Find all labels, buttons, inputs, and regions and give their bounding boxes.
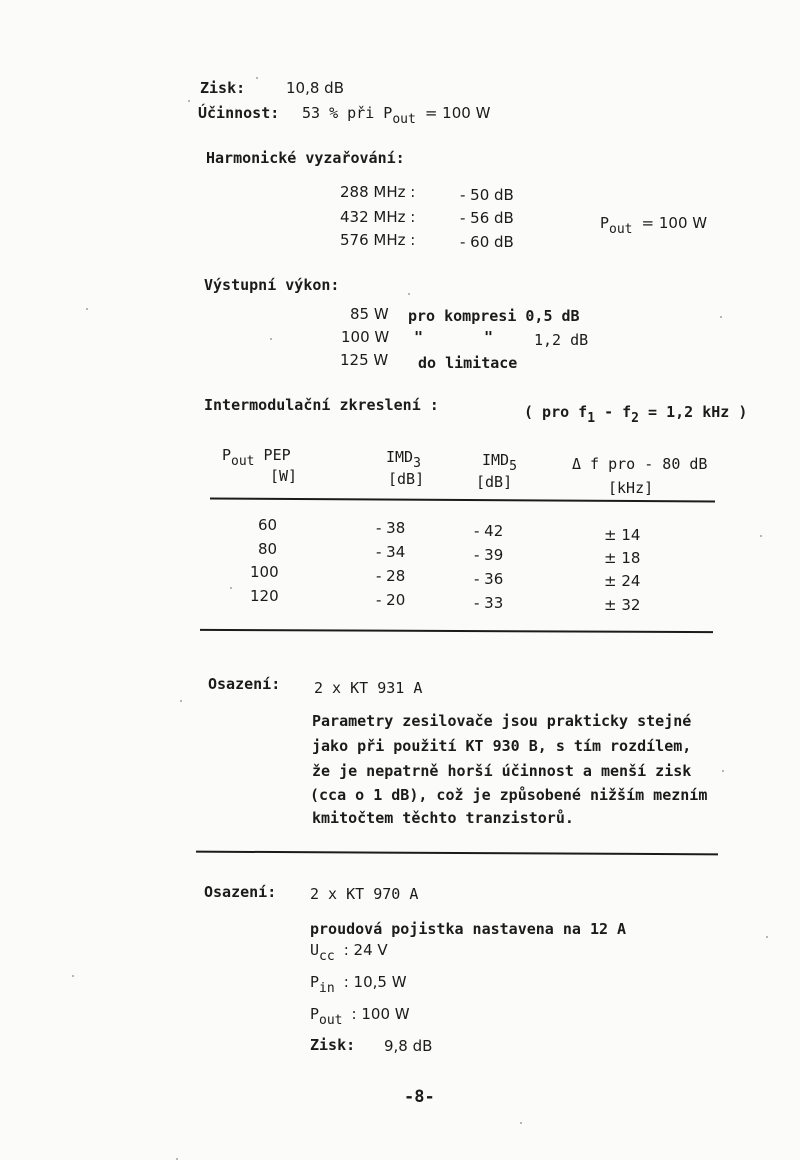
table-cell-df: ± 14 <box>604 526 641 544</box>
col-header-pout-unit: [W] <box>270 467 298 485</box>
table-cell-p: 120 <box>250 587 279 605</box>
table-cell-df: ± 32 <box>604 596 641 614</box>
variant1-paragraph-line: (cca o 1 dB), což je způsobené nižším mezním <box>310 786 708 804</box>
page-number: -8- <box>404 1087 435 1107</box>
output-power-note-3: do limitace <box>418 354 518 372</box>
harmonic-level-2: - 56 dB <box>460 209 514 227</box>
table-cell-df: ± 24 <box>604 572 641 590</box>
gain2-value: 9,8 dB <box>384 1037 433 1055</box>
scan-speck <box>720 316 722 318</box>
harmonic-level-3: - 60 dB <box>460 233 514 251</box>
table-cell-imd5: - 42 <box>474 522 504 540</box>
efficiency-value: 53 % při $P_{out} = 100$ W <box>302 104 491 127</box>
scan-speck <box>180 700 182 702</box>
col-header-delta-f: Δ f pro - 80 dB <box>572 455 708 473</box>
variant2-value: 2 x KT 970 A <box>310 885 419 903</box>
output-power-value-1: 85 W <box>350 305 389 323</box>
variant1-label: Osazení: <box>208 675 281 693</box>
scan-speck <box>722 770 724 772</box>
harmonic-freq-1: 288 MHz : <box>340 183 416 201</box>
scan-speck <box>520 1122 522 1124</box>
harmonics-condition: $P_{out} = 100$ W <box>600 214 708 237</box>
imd-condition: ( pro $f_1 - f_2 = 1,2$ kHz ) <box>524 403 748 426</box>
variant1-paragraph-line: kmitočtem těchto tranzistorů. <box>312 809 574 827</box>
variant1-paragraph-line: jako při použití KT 930 B, s tím rozdílem, <box>312 737 692 755</box>
pin-line: $P_{in}$ : 10,5 W <box>310 973 407 996</box>
table-cell-imd3: - 28 <box>376 567 406 585</box>
table-cell-imd5: - 33 <box>474 594 504 612</box>
output-power-note-1: pro kompresi 0,5 dB <box>408 307 580 325</box>
scan-speck <box>86 308 88 310</box>
variant1-paragraph-line: Parametry zesilovače jsou prakticky stejné <box>312 712 692 730</box>
table-bottom-rule <box>200 629 713 633</box>
imd-heading: Intermodulační zkreslení : <box>204 396 439 414</box>
harmonic-freq-3: 576 MHz : <box>340 231 416 249</box>
scan-speck <box>188 100 190 102</box>
table-cell-imd3: - 38 <box>376 519 406 537</box>
scan-speck <box>408 293 410 295</box>
gain-value: 10,8 dB <box>286 79 344 97</box>
col-header-imd3: $IMD_3$ <box>386 448 421 471</box>
output-power-ditto-2: " <box>484 328 494 346</box>
table-cell-imd3: - 20 <box>376 591 406 609</box>
col-header-delta-f-unit: [kHz] <box>608 479 654 497</box>
table-cell-p: 80 <box>258 540 278 558</box>
col-header-imd5-unit: [dB] <box>476 473 513 491</box>
scan-speck <box>760 535 762 537</box>
harmonic-level-1: - 50 dB <box>460 186 514 204</box>
output-power-value-3: 125 W <box>340 351 389 369</box>
table-cell-p: 60 <box>258 516 278 534</box>
scan-speck <box>766 936 768 938</box>
pout-line: $P_{out}$ : 100 W <box>310 1005 410 1028</box>
ucc-line: $U_{cc}$ : 24 V <box>310 941 388 964</box>
scan-speck <box>270 338 272 340</box>
output-power-value-2: 100 W <box>341 328 390 346</box>
output-power-note-2: 1,2 dB <box>534 331 589 349</box>
variant1-value: 2 x KT 931 A <box>314 679 423 697</box>
col-header-imd5: $IMD_5$ <box>482 451 517 474</box>
table-cell-imd5: - 39 <box>474 546 504 564</box>
variant1-paragraph-line: že je nepatrně horší účinnost a menší zisk <box>312 762 692 780</box>
gain-label: Zisk: <box>200 79 246 97</box>
scan-speck <box>230 587 232 589</box>
col-header-imd3-unit: [dB] <box>388 470 425 488</box>
output-power-ditto-1: " <box>414 328 424 346</box>
variant2-label: Osazení: <box>204 883 277 901</box>
output-power-heading: Výstupní výkon: <box>204 276 340 294</box>
harmonic-freq-2: 432 MHz : <box>340 208 416 226</box>
table-cell-imd3: - 34 <box>376 543 406 561</box>
table-cell-imd5: - 36 <box>474 570 504 588</box>
table-cell-p: 100 <box>250 563 279 581</box>
col-header-pout: $P_{out}$ PEP <box>222 446 291 469</box>
gain2-label: Zisk: <box>310 1036 356 1054</box>
section-rule <box>196 851 718 856</box>
table-cell-df: ± 18 <box>604 549 641 567</box>
harmonics-heading: Harmonické vyzařování: <box>206 149 405 167</box>
efficiency-label: Účinnost: <box>198 104 280 122</box>
table-top-rule <box>210 497 715 502</box>
scan-speck <box>256 77 258 79</box>
fuse-note: proudová pojistka nastavena na 12 A <box>310 920 627 938</box>
scan-speck <box>72 975 74 977</box>
